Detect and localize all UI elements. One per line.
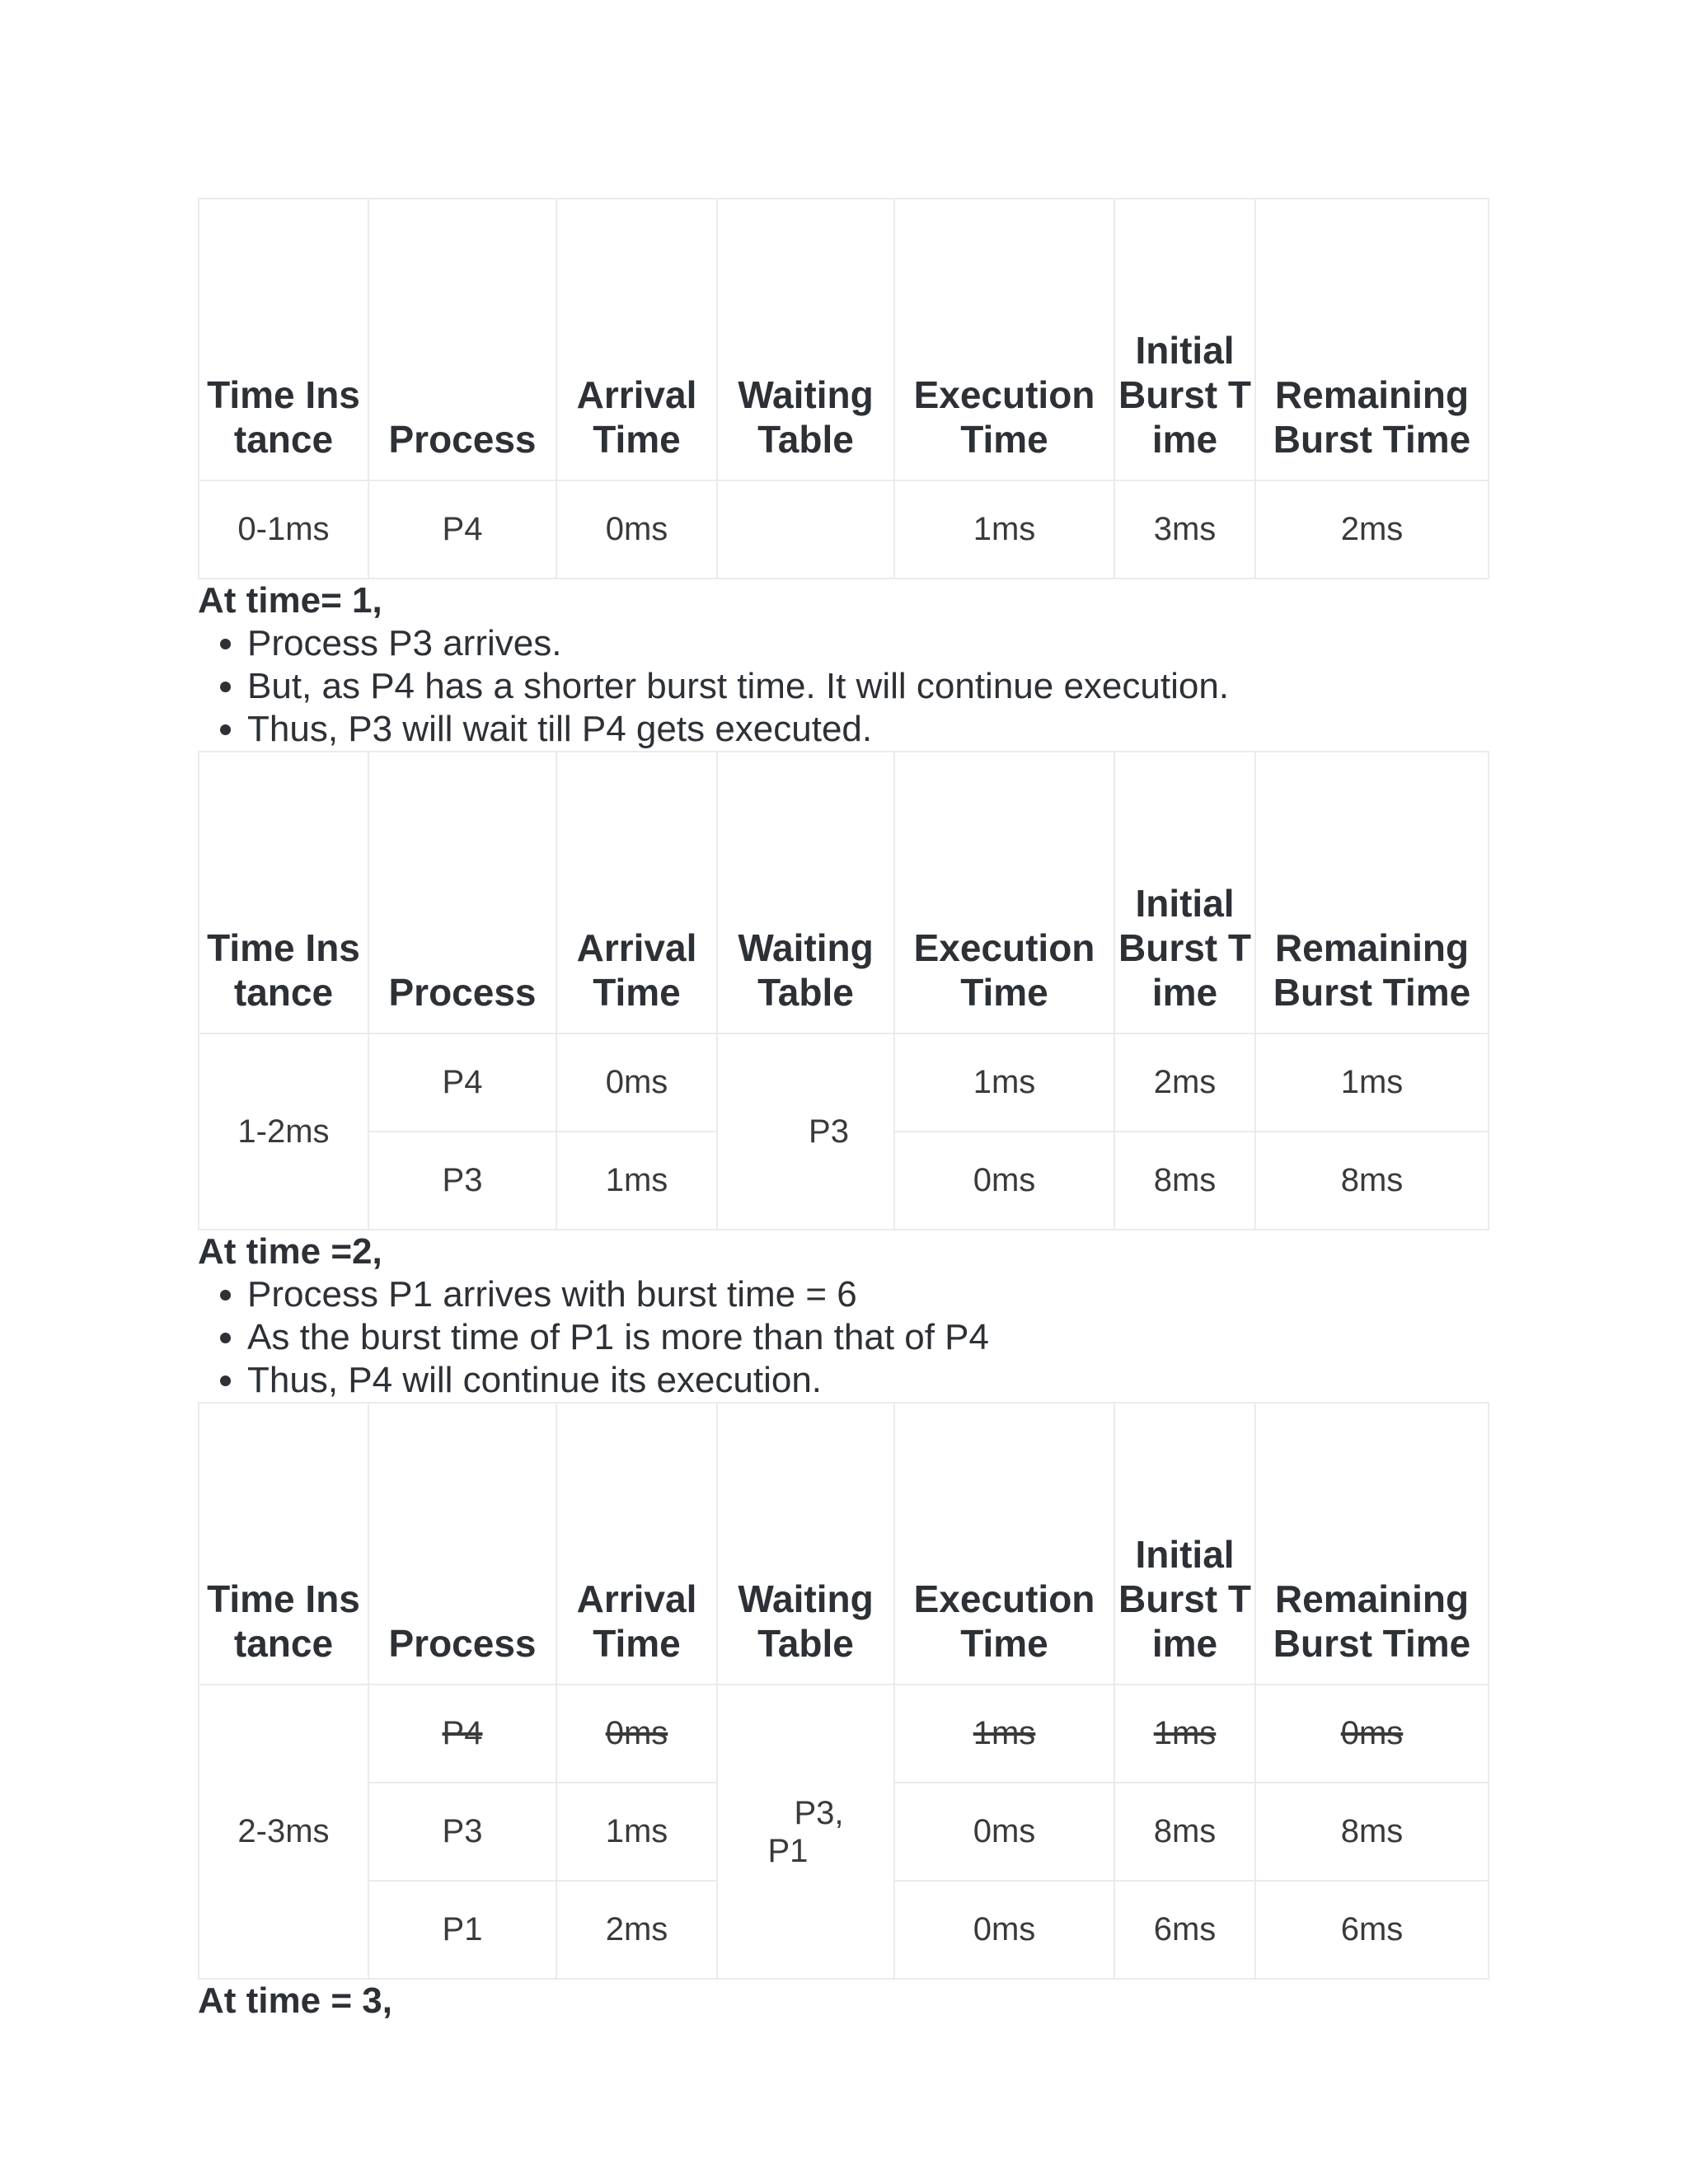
section-heading-time-2: At time =2, <box>198 1231 382 1272</box>
header-arrival-time: Arrival Time <box>556 1403 717 1685</box>
waiting-cell <box>717 480 894 579</box>
section-heading-time-3: At time = 3, <box>198 1980 392 2021</box>
initial-burst-cell: 3ms <box>1114 480 1255 579</box>
time-instance-cell: 0-1ms <box>199 480 368 579</box>
execution-cell: 1ms <box>894 1685 1114 1783</box>
table-header-row <box>199 1403 1489 1685</box>
list-item: • As the burst time of P1 is more than that of P4 <box>247 1316 1488 1359</box>
bullet-list-time-1 <box>198 622 1488 751</box>
schedule-table-3 <box>198 1402 1489 1980</box>
process-cell: P4 <box>368 1685 556 1783</box>
table-row <box>199 480 1489 579</box>
initial-burst-cell: 8ms <box>1114 1132 1255 1230</box>
schedule-table-2 <box>198 751 1489 1230</box>
arrival-cell: 0ms <box>556 1033 717 1132</box>
arrival-cell: 0ms <box>556 480 717 579</box>
time-instance-cell: 1-2ms <box>199 1033 368 1230</box>
table-row <box>199 1033 1489 1132</box>
remaining-burst-cell: 6ms <box>1255 1881 1489 1979</box>
header-remaining-burst-time: Remaining Burst Time <box>1255 1403 1489 1685</box>
remaining-burst-cell: 8ms <box>1255 1783 1489 1881</box>
initial-burst-cell: 1ms <box>1114 1685 1255 1783</box>
header-remaining-burst-time: Remaining Burst Time <box>1255 752 1489 1033</box>
header-initial-burst-time: Initial Burst Time <box>1114 199 1255 480</box>
process-cell: P4 <box>368 480 556 579</box>
waiting-cell: P3 <box>717 1033 894 1230</box>
initial-burst-cell: 6ms <box>1114 1881 1255 1979</box>
execution-cell: 0ms <box>894 1881 1114 1979</box>
list-item: • But, as P4 has a shorter burst time. It will continue execution. <box>247 665 1488 708</box>
header-time-instance: Time Instance <box>199 199 368 480</box>
waiting-cell <box>717 1685 894 1979</box>
remaining-burst-cell: 2ms <box>1255 480 1489 579</box>
schedule-table-1 <box>198 198 1489 579</box>
arrival-cell: 0ms <box>556 1685 717 1783</box>
document-page <box>198 198 1488 2022</box>
initial-burst-cell: 8ms <box>1114 1783 1255 1881</box>
initial-burst-cell: 2ms <box>1114 1033 1255 1132</box>
header-execution-time: Execution Time <box>894 199 1114 480</box>
section-heading-time-1: At time= 1, <box>198 580 382 621</box>
execution-cell: 1ms <box>894 480 1114 579</box>
header-process: Process <box>368 1403 556 1685</box>
header-process: Process <box>368 199 556 480</box>
execution-cell: 0ms <box>894 1783 1114 1881</box>
arrival-cell: 2ms <box>556 1881 717 1979</box>
bullet-list-time-2 <box>198 1273 1488 1402</box>
table-header-row <box>199 199 1489 480</box>
list-item: • Thus, P4 will continue its execution. <box>247 1359 1488 1402</box>
remaining-burst-cell: 0ms <box>1255 1685 1489 1783</box>
arrival-cell: 1ms <box>556 1132 717 1230</box>
remaining-burst-cell: 8ms <box>1255 1132 1489 1230</box>
header-arrival-time: Arrival Time <box>556 752 717 1033</box>
waiting-item: P3, <box>794 1794 844 1831</box>
header-execution-time: Execution Time <box>894 752 1114 1033</box>
process-cell: P1 <box>368 1881 556 1979</box>
waiting-list <box>767 1794 843 1870</box>
header-time-instance: Time Instance <box>199 752 368 1033</box>
arrival-cell: 1ms <box>556 1783 717 1881</box>
header-execution-time: Execution Time <box>894 1403 1114 1685</box>
header-waiting-table: Waiting Table <box>717 752 894 1033</box>
list-item: • Thus, P3 will wait till P4 gets executed. <box>247 708 1488 751</box>
header-initial-burst-time: Initial Burst Time <box>1114 752 1255 1033</box>
header-waiting-table: Waiting Table <box>717 1403 894 1685</box>
execution-cell: 1ms <box>894 1033 1114 1132</box>
process-cell: P3 <box>368 1783 556 1881</box>
time-instance-cell: 2-3ms <box>199 1685 368 1979</box>
execution-cell: 0ms <box>894 1132 1114 1230</box>
list-item: • Process P1 arrives with burst time = 6 <box>247 1273 1488 1316</box>
table-row <box>199 1685 1489 1783</box>
header-initial-burst-time: Initial Burst Time <box>1114 1403 1255 1685</box>
process-cell: P3 <box>368 1132 556 1230</box>
waiting-item: P1 <box>767 1832 809 1869</box>
header-arrival-time: Arrival Time <box>556 199 717 480</box>
header-time-instance: Time Instance <box>199 1403 368 1685</box>
remaining-burst-cell: 1ms <box>1255 1033 1489 1132</box>
header-process: Process <box>368 752 556 1033</box>
header-remaining-burst-time: Remaining Burst Time <box>1255 199 1489 480</box>
list-item: • Process P3 arrives. <box>247 622 1488 665</box>
table-header-row <box>199 752 1489 1033</box>
process-cell: P4 <box>368 1033 556 1132</box>
header-waiting-table: Waiting Table <box>717 199 894 480</box>
